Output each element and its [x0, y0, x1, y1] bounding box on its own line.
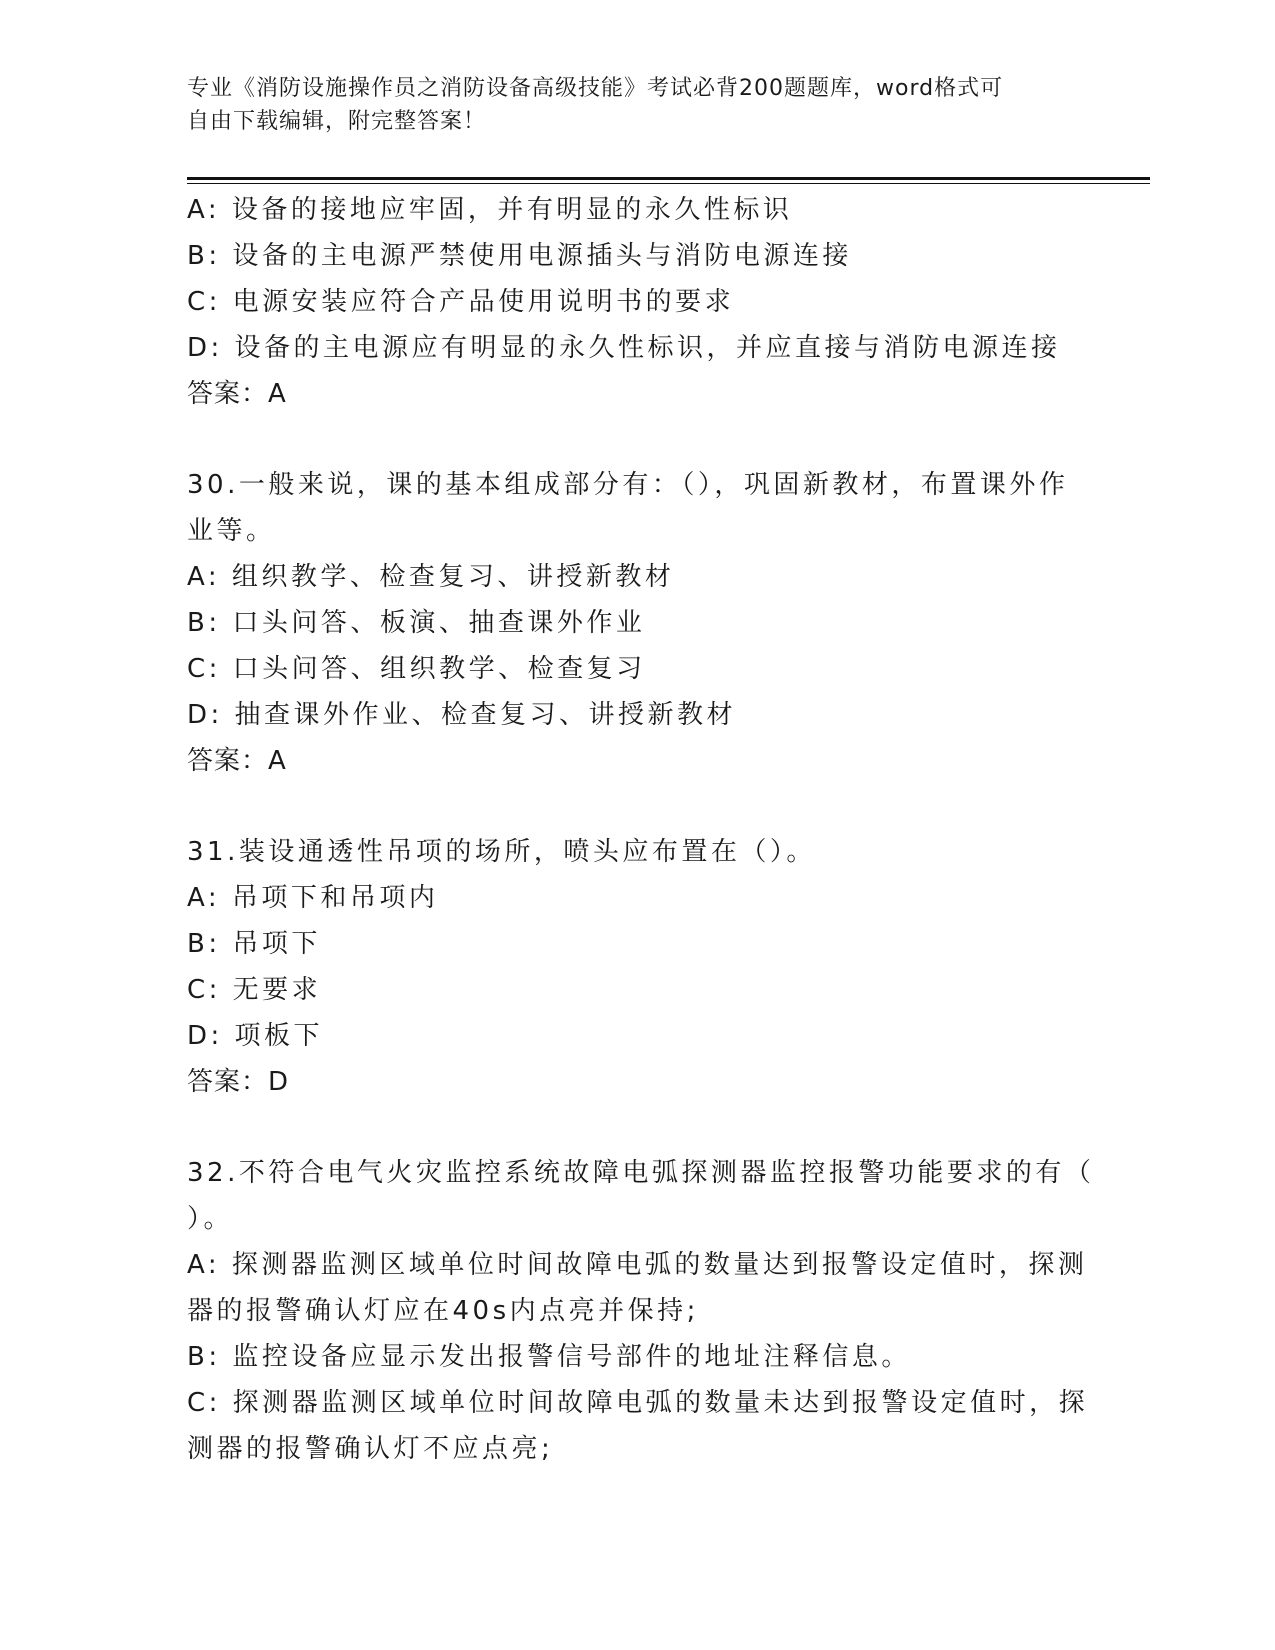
option-d: D: 设备的主电源应有明显的永久性标识，并应直接与消防电源连接 — [187, 333, 1061, 363]
header-line-2: 自由下载编辑，附完整答案！ — [187, 109, 487, 134]
option-a: A: 组织教学、检查复习、讲授新教材 — [187, 562, 675, 592]
option-b: B: 设备的主电源严禁使用电源插头与消防电源连接 — [187, 241, 852, 271]
question-text: 32.不符合电气火灾监控系统故障电弧探测器监控报警功能要求的有（ — [187, 1158, 1095, 1188]
option-a: A: 设备的接地应牢固，并有明显的永久性标识 — [187, 195, 793, 225]
answer-line: 答案：D — [187, 1067, 290, 1097]
document-header — [187, 72, 1067, 138]
option-a-cont: 器的报警确认灯应在40s内点亮并保持; — [187, 1296, 699, 1326]
option-d: D: 项板下 — [187, 1021, 324, 1051]
question-text-cont: 业等。 — [187, 516, 276, 546]
header-line-1: 专业《消防设施操作员之消防设备高级技能》考试必背200题题库，word格式可 — [187, 76, 1004, 101]
header-divider-thick — [187, 177, 1150, 180]
option-c: C: 无要求 — [187, 975, 322, 1005]
question-block-29 — [187, 187, 1087, 417]
option-b: B: 口头问答、板演、抽查课外作业 — [187, 608, 646, 638]
question-block-30 — [187, 462, 1087, 784]
option-c: C: 电源安装应符合产品使用说明书的要求 — [187, 287, 735, 317]
option-a: A: 吊项下和吊项内 — [187, 883, 439, 913]
question-block-31 — [187, 829, 1087, 1105]
option-d: D: 抽查课外作业、检查复习、讲授新教材 — [187, 700, 737, 730]
answer-line: 答案：A — [187, 746, 287, 776]
question-list — [187, 187, 1095, 1472]
option-a: A: 探测器监测区域单位时间故障电弧的数量达到报警设定值时，探测 — [187, 1250, 1088, 1280]
question-text: 31.装设通透性吊项的场所，喷头应布置在（）。 — [187, 837, 816, 867]
option-c: C: 口头问答、组织教学、检查复习 — [187, 654, 646, 684]
question-block-32 — [187, 1150, 1095, 1472]
option-c: C: 探测器监测区域单位时间故障电弧的数量未达到报警设定值时，探 — [187, 1388, 1089, 1418]
answer-line: 答案：A — [187, 379, 287, 409]
question-text: 30.一般来说，课的基本组成部分有：（），巩固新教材，布置课外作 — [187, 470, 1069, 500]
header-divider-thin — [187, 183, 1150, 184]
option-b: B: 吊项下 — [187, 929, 321, 959]
option-c-cont: 测器的报警确认灯不应点亮; — [187, 1434, 554, 1464]
question-text-cont: ）。 — [187, 1204, 234, 1234]
option-b: B: 监控设备应显示发出报警信号部件的地址注释信息。 — [187, 1342, 911, 1372]
